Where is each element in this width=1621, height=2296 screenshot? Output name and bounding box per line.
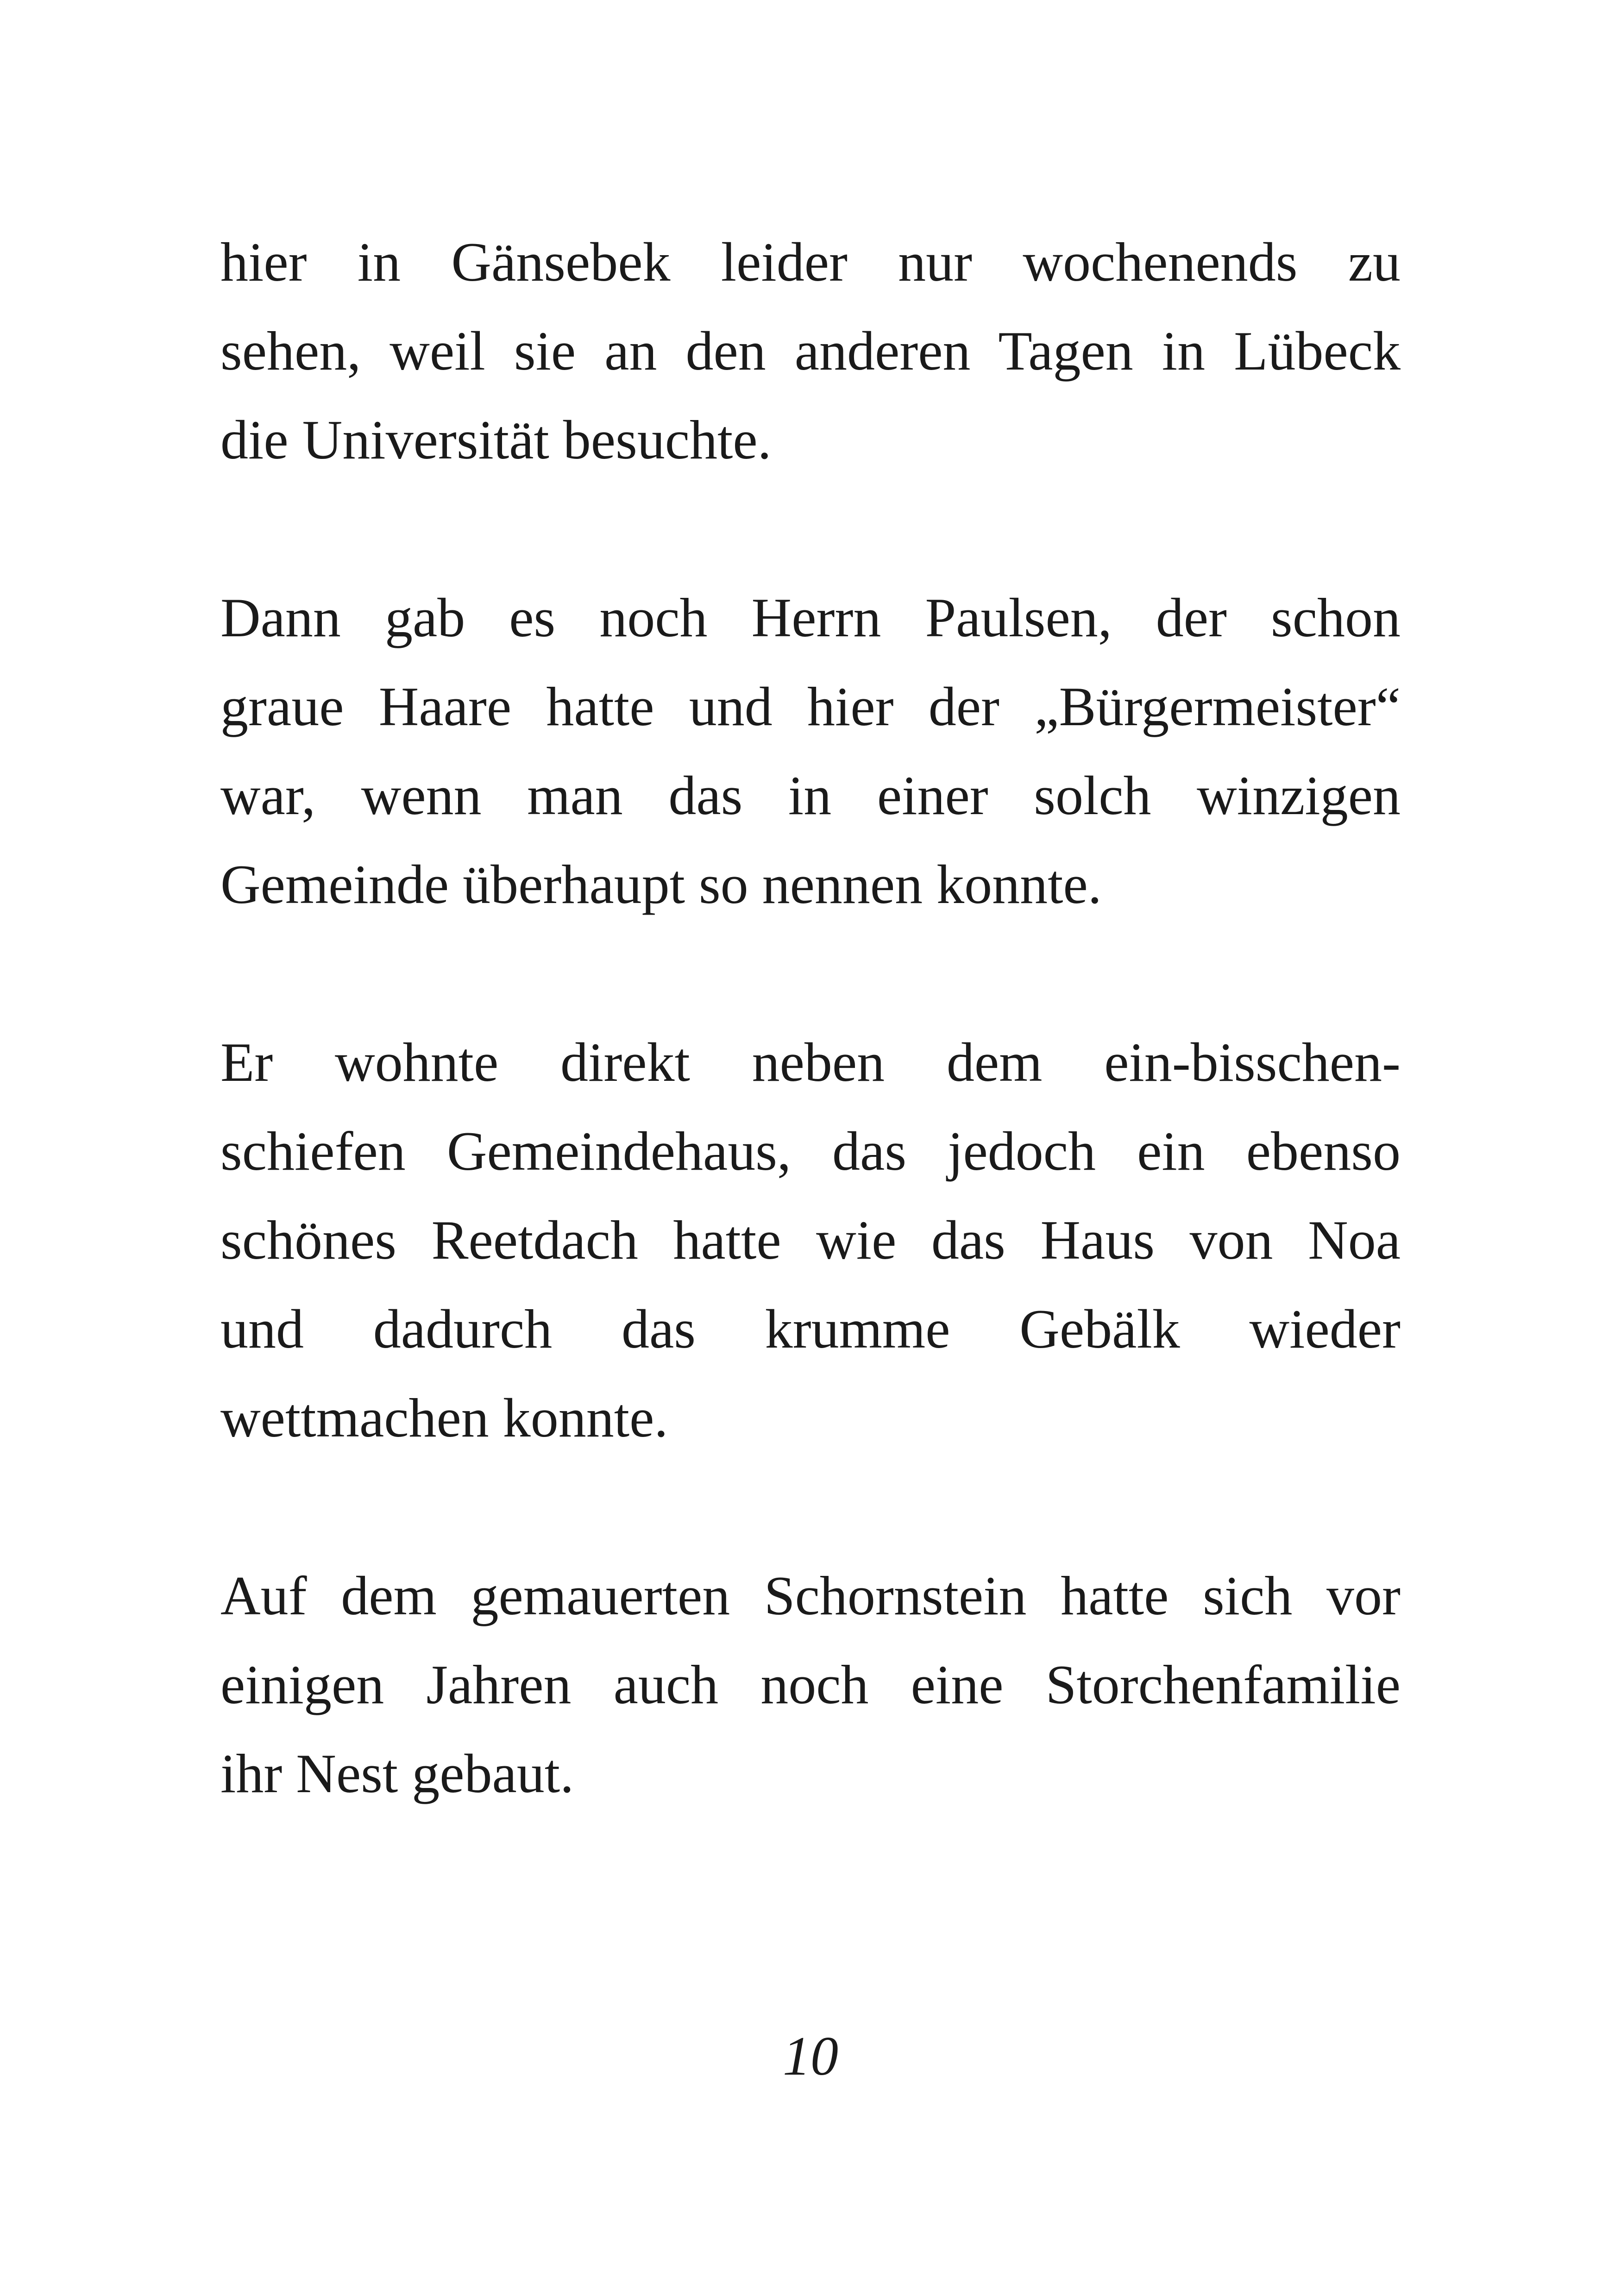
paragraph-4 (220, 1551, 1401, 1818)
text-line: einigen Jahren auch noch eine Storchenfamilie (220, 1654, 1401, 1715)
text-line: Er wohnte direkt neben dem ein-bisschen- (220, 1031, 1401, 1093)
paragraph-3 (220, 1018, 1401, 1462)
text-line: die Universität besuchte. (220, 409, 772, 470)
paragraph-1 (220, 218, 1401, 484)
text-line: wettmachen konnte. (220, 1387, 668, 1449)
text-line: war, wenn man das in einer solch winzigen (220, 765, 1401, 826)
text-line: Auf dem gemauerten Schornstein hatte sich vor (220, 1565, 1401, 1626)
paragraph-2 (220, 573, 1401, 929)
text-line: hier in Gänsebek leider nur wochenends zu (220, 231, 1401, 293)
text-line: schönes Reetdach hatte wie das Haus von Noa (220, 1209, 1401, 1271)
text-line: und dadurch das krumme Gebälk wieder (220, 1298, 1401, 1360)
text-line: sehen, weil sie an den anderen Tagen in Lübeck (220, 320, 1401, 382)
text-line: Dann gab es noch Herrn Paulsen, der schon (220, 587, 1401, 648)
text-line: ihr Nest gebaut. (220, 1743, 574, 1804)
body-text (220, 218, 1401, 1907)
text-line: schiefen Gemeindehaus, das jedoch ein ebenso (220, 1120, 1401, 1182)
text-line: Gemeinde überhaupt so nennen konnte. (220, 853, 1102, 915)
page-number: 10 (783, 2025, 838, 2087)
text-line: graue Haare hatte und hier der „Bürgermeister“ (220, 676, 1401, 737)
